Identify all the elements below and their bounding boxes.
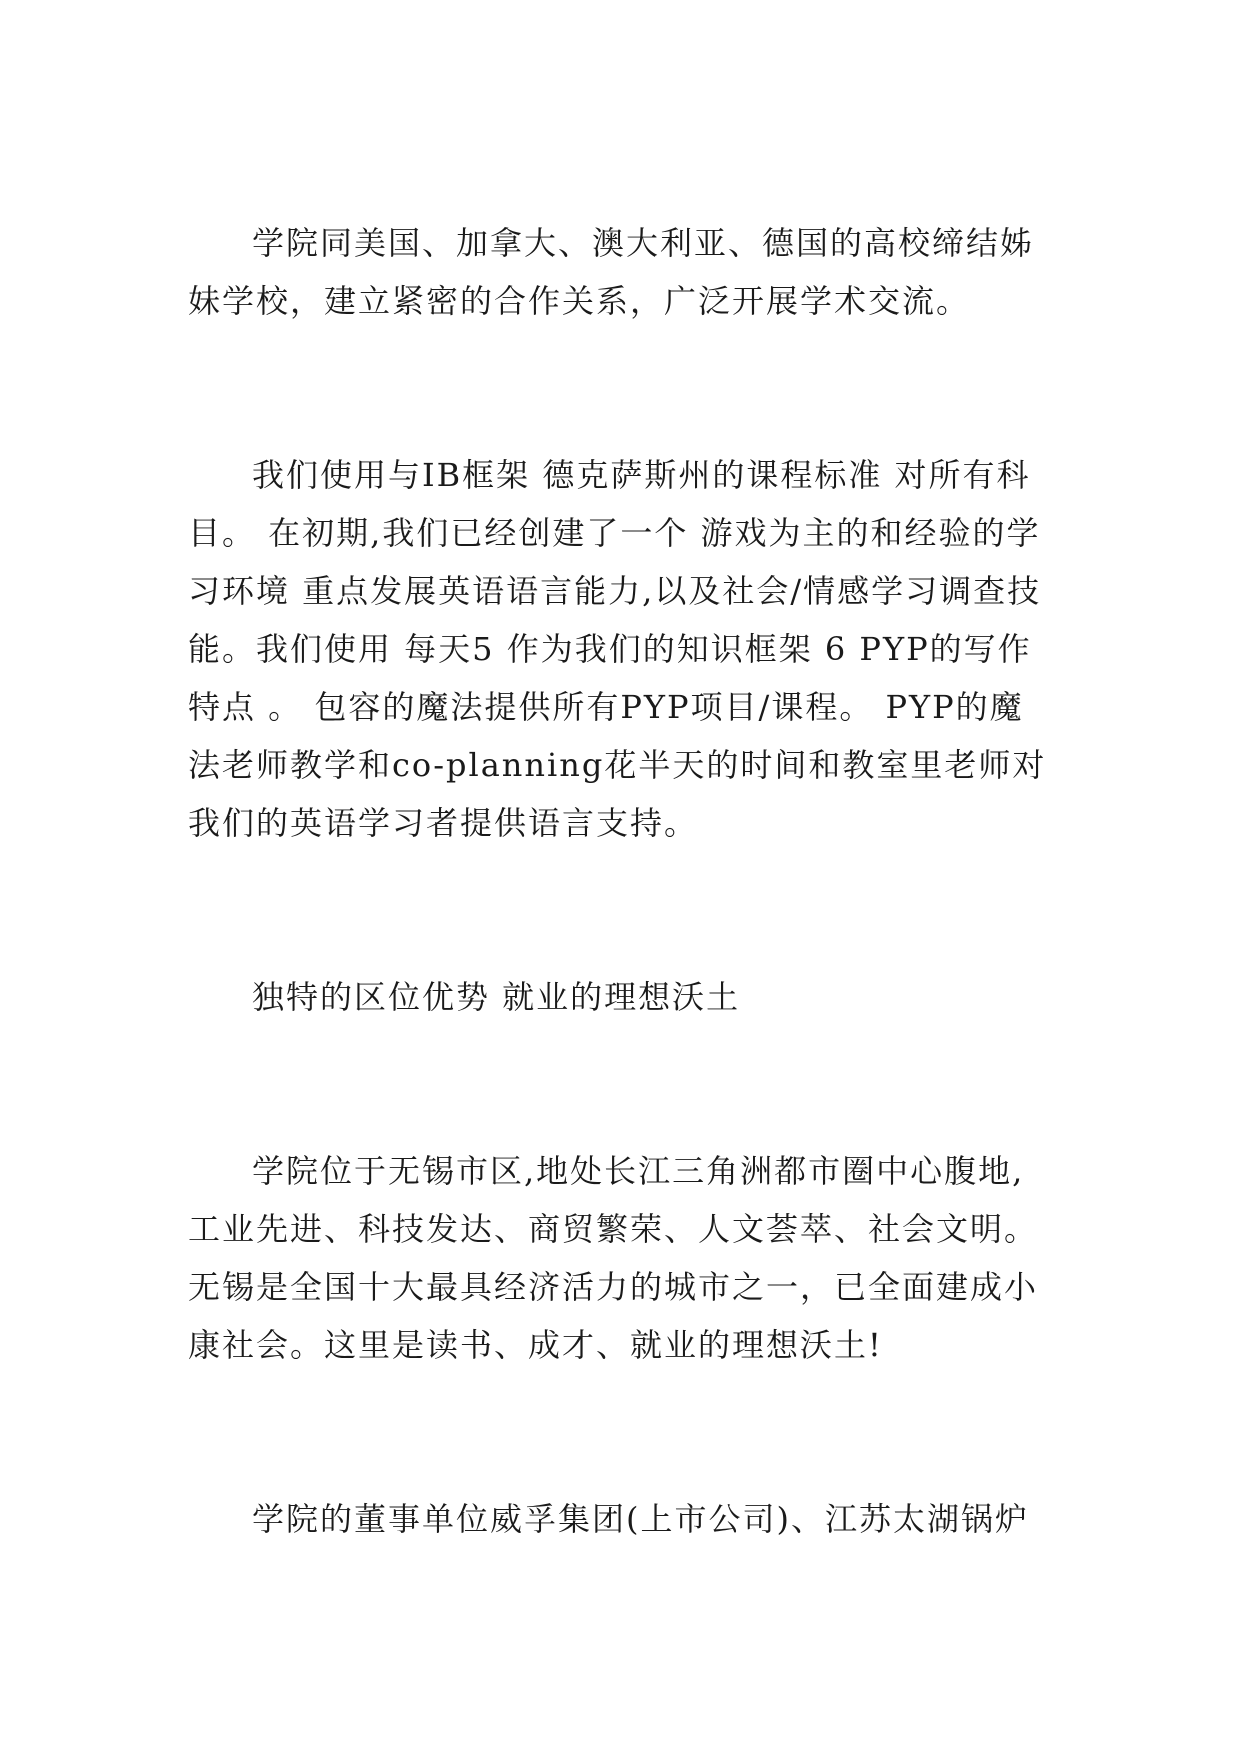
paragraph-location: 学院位于无锡市区,地处长江三角洲都市圈中心腹地,工业先进、科技发达、商贸繁荣、人文荟萃、社会文明。无锡是全国十大最具经济活力的城市之一，已全面建成小康社会。这里是读书、成才、就业的理想沃土! <box>188 1152 1039 1364</box>
paragraph-curriculum: 我们使用与IB框架 德克萨斯州的课程标准 对所有科目。 在初期,我们已经创建了一个 游戏为主的和经验的学习环境 重点发展英语语言能力,以及社会/情感学习调查技能。我们使用 每天5 作为我们的知识框架 6 PYP的写作特点 。 包容的魔法提供所有PYP项目/课程。 PYP的魔法老师教学和co-planning花半天的时间和教室里老师对我们的英语学习者提供语言支持。 <box>188 456 1047 842</box>
section-heading-location: 独特的区位优势 就业的理想沃土 <box>252 978 741 1016</box>
paragraph-board-members: 学院的董事单位威孚集团(上市公司)、江苏太湖锅炉 <box>252 1500 1029 1538</box>
paragraph-sister-schools: 学院同美国、加拿大、澳大利亚、德国的高校缔结姊妹学校，建立紧密的合作关系，广泛开展学术交流。 <box>188 224 1035 320</box>
